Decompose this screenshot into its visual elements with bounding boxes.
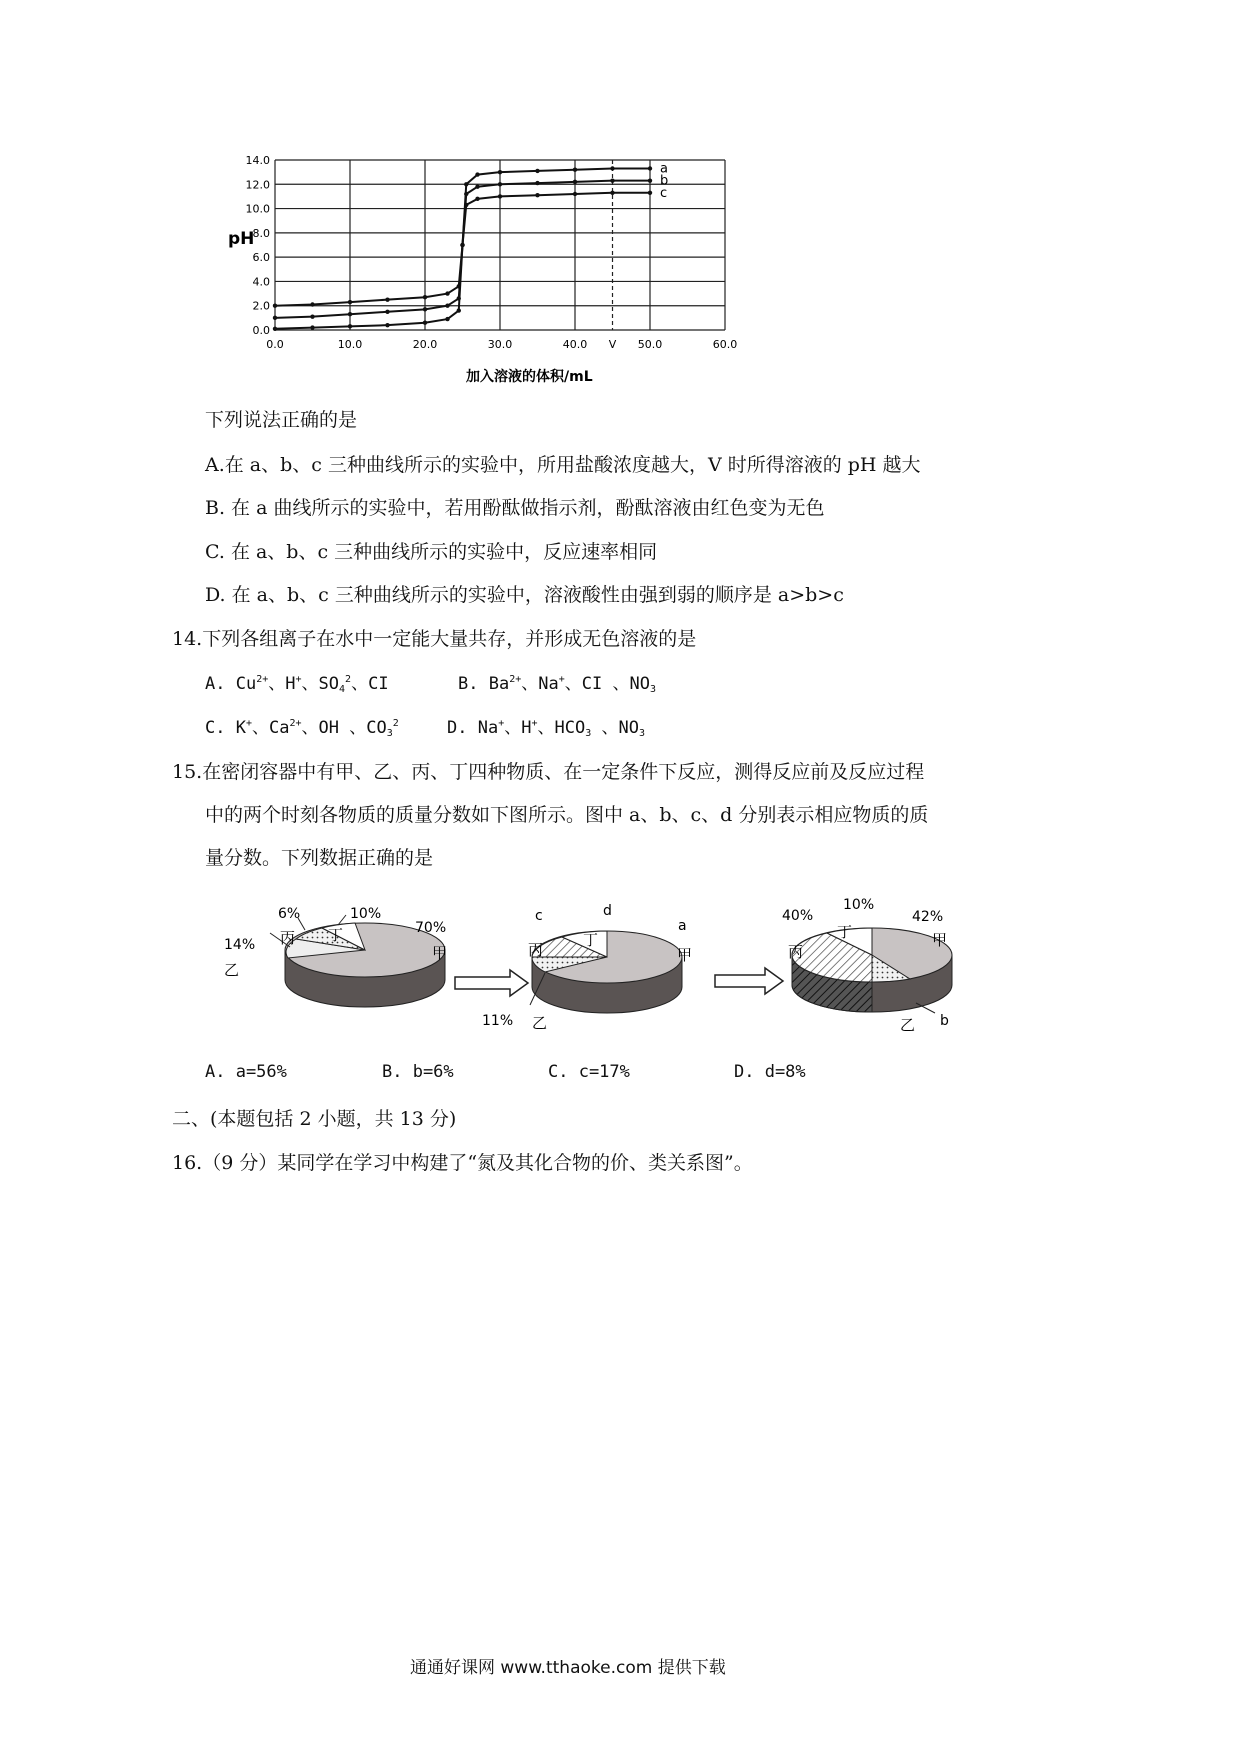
- pie2-label-jia: 甲: [677, 946, 693, 964]
- pie2-label-d: d: [603, 903, 612, 919]
- data-point-a: [535, 169, 539, 173]
- data-point-c: [475, 197, 479, 201]
- data-point-a: [464, 182, 468, 186]
- q14-option-c: C. K+、$Ca^{2+}$、OH 、$CO_3^2$: [205, 718, 399, 739]
- data-point-a: [498, 170, 502, 174]
- pie1-label-bing: 丙: [280, 929, 296, 947]
- data-point-c: [273, 304, 277, 308]
- series-label-c: c: [660, 185, 668, 201]
- x-axis-label: 加入溶液的体积/mL: [466, 369, 593, 385]
- pie-during-reaction-1: [482, 903, 692, 1032]
- pie-before-reaction: [224, 906, 447, 1007]
- q15-stem-line2: 中的两个时刻各物质的质量分数如下图所示。图中 a、b、c、d 分别表示相应物质的质: [205, 804, 929, 826]
- q14-stem: 14.下列各组离子在水中一定能大量共存，并形成无色溶液的是: [172, 628, 697, 650]
- data-point-b: [464, 192, 468, 196]
- data-point-c: [573, 192, 577, 196]
- pie3-label-ding: 丁: [837, 923, 853, 941]
- data-point-a: [348, 324, 352, 328]
- arrow-right-icon: [455, 970, 528, 996]
- data-point-a: [648, 166, 652, 170]
- x-tick-label: 0.0: [266, 338, 284, 351]
- pie2-label-bing: 丙: [528, 941, 544, 959]
- series-label-b: b: [660, 173, 669, 189]
- pie2-label-pct-yi: 11%: [482, 1013, 514, 1029]
- arrow-right-icon: [715, 968, 783, 994]
- data-point-c: [457, 284, 461, 288]
- data-point-b: [535, 181, 539, 185]
- pie1-label-yi: 乙: [224, 961, 240, 979]
- x-tick-label: 10.0: [337, 338, 363, 351]
- data-point-c: [348, 300, 352, 304]
- v-marker-label: V: [608, 338, 617, 351]
- data-point-b: [498, 182, 502, 186]
- pie1-label-pct-jia: 70%: [415, 920, 447, 936]
- data-point-a: [475, 172, 479, 176]
- pie3-label-pct-jia: 42%: [912, 909, 944, 925]
- q13-option-b: B. 在 a 曲线所示的实验中，若用酚酞做指示剂，酚酞溶液由红色变为无色: [205, 497, 825, 519]
- q15-stem-line3: 量分数。下列数据正确的是: [205, 847, 434, 869]
- data-point-c: [648, 191, 652, 195]
- data-point-b: [445, 304, 449, 308]
- pie3-label-pct-bing: 40%: [782, 908, 814, 924]
- q15-option-d: D. d=8%: [734, 1062, 806, 1082]
- data-point-a: [445, 317, 449, 321]
- data-point-c: [498, 194, 502, 198]
- data-point-c: [460, 243, 464, 247]
- pie3-label-pct-ding: 10%: [843, 897, 875, 913]
- y-tick-label: 10.0: [245, 202, 270, 216]
- page-footer: 通通好课网 www.tthaoke.com 提供下载: [410, 1658, 726, 1678]
- data-point-a: [423, 321, 427, 325]
- data-point-a: [457, 308, 461, 312]
- pie2-label-c: c: [535, 908, 543, 924]
- q16-stem: 16.（9 分）某同学在学习中构建了“氮及其化合物的价、类关系图”。: [172, 1152, 753, 1174]
- q15-stem-line1: 15.在密闭容器中有甲、乙、丙、丁四种物质、在一定条件下反应，测得反应前及反应过程: [172, 761, 925, 783]
- x-tick-label: 30.0: [487, 338, 513, 351]
- pie3-label-yi: 乙: [900, 1016, 916, 1034]
- data-point-a: [310, 325, 314, 329]
- y-tick-label: 14.0: [245, 154, 270, 167]
- pie2-label-ding: 丁: [583, 931, 599, 949]
- y-tick-label: 6.0: [252, 251, 270, 265]
- section-2-heading: 二、(本题包括 2 小题，共 13 分): [172, 1108, 457, 1130]
- pie3-label-bing: 丙: [788, 943, 804, 961]
- mass-fraction-pie-charts: [210, 885, 970, 1055]
- q13-stem: 下列说法正确的是: [205, 409, 358, 431]
- pie3-label-jia: 甲: [932, 931, 948, 949]
- data-point-c: [535, 193, 539, 197]
- data-point-b: [573, 180, 577, 184]
- x-tick-label: 60.0: [712, 338, 738, 351]
- y-tick-label: 12.0: [245, 178, 270, 192]
- q15-option-a: A. a=56%: [205, 1062, 287, 1082]
- data-point-b: [423, 307, 427, 311]
- data-point-a: [273, 327, 277, 331]
- data-point-c: [423, 295, 427, 299]
- pie3-label-b: b: [940, 1013, 949, 1029]
- pie1-label-pct-bing: 6%: [278, 906, 301, 922]
- y-tick-label: 0.0: [252, 324, 270, 337]
- ph-titration-chart: [220, 150, 760, 400]
- x-tick-label: 40.0: [562, 338, 588, 351]
- data-point-c: [445, 291, 449, 295]
- data-point-b: [273, 316, 277, 320]
- q14-option-b: B. $Ba^{2+}$、Na+、CI 、$NO_3$: [458, 674, 656, 695]
- q13-option-d: D. 在 a、b、c 三种曲线所示的实验中，溶液酸性由强到弱的顺序是 a>b>c: [205, 584, 844, 606]
- y-tick-label: 2.0: [252, 299, 270, 313]
- q14-option-d: D. Na+、H+、$HCO_3$ 、$NO_3$: [447, 718, 646, 739]
- pie1-label-ding: 丁: [328, 926, 344, 944]
- x-tick-label: 20.0: [412, 338, 438, 351]
- y-axis-label: pH: [228, 229, 255, 249]
- q13-option-a: A.在 a、b、c 三种曲线所示的实验中，所用盐酸浓度越大，V 时所得溶液的 pH 越大: [205, 454, 921, 476]
- data-point-a: [573, 168, 577, 172]
- data-point-c: [385, 297, 389, 301]
- pie2-label-a: a: [678, 918, 687, 934]
- pie2-label-yi: 乙: [532, 1014, 548, 1032]
- data-point-b: [457, 296, 461, 300]
- q13-option-c: C. 在 a、b、c 三种曲线所示的实验中，反应速率相同: [205, 541, 658, 563]
- pie-during-reaction-2: [782, 897, 952, 1034]
- data-point-a: [610, 166, 614, 170]
- series-label-a: a: [660, 161, 668, 177]
- series-line-c: [275, 193, 650, 306]
- y-tick-label: 8.0: [252, 226, 270, 240]
- data-point-b: [475, 185, 479, 189]
- data-point-a: [385, 323, 389, 327]
- data-point-c: [464, 203, 468, 207]
- pie1-label-jia: 甲: [432, 944, 448, 962]
- q14-option-a: A. $Cu^{2+}$、H+、$SO_4^2$、CI: [205, 674, 389, 695]
- data-point-c: [310, 302, 314, 306]
- data-point-b: [610, 178, 614, 182]
- y-tick-label: 4.0: [252, 275, 270, 289]
- data-point-b: [648, 178, 652, 182]
- data-point-b: [310, 314, 314, 318]
- data-point-c: [610, 191, 614, 195]
- pie1-label-pct-ding: 10%: [350, 906, 382, 922]
- data-point-b: [385, 310, 389, 314]
- data-point-b: [348, 312, 352, 316]
- x-tick-label: 50.0: [637, 338, 663, 351]
- q15-option-c: C. c=17%: [548, 1062, 630, 1082]
- q15-option-b: B. b=6%: [382, 1062, 454, 1082]
- pie1-label-pct-yi: 14%: [224, 937, 256, 953]
